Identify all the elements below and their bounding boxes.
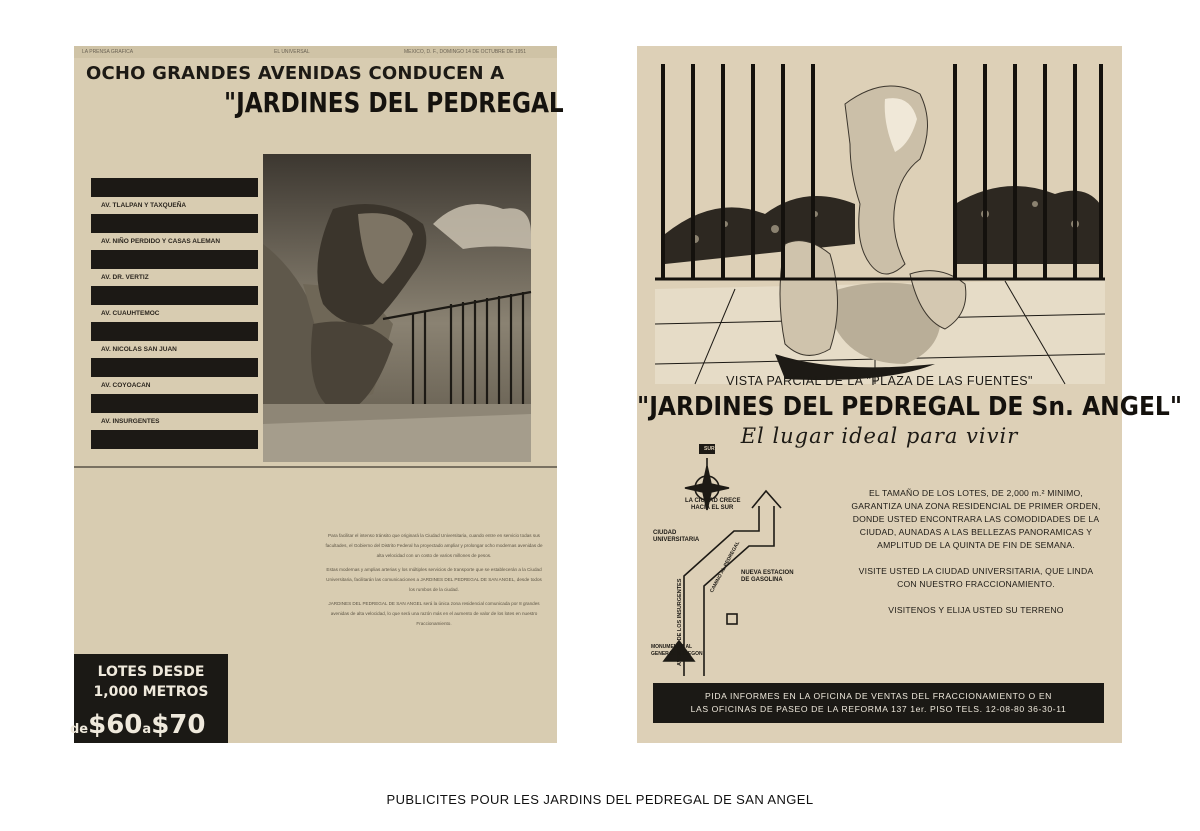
ad-tagline: El lugar ideal para vivir (740, 424, 1019, 448)
map-label-ciudad-crece: LA CIUDAD CRECE HACIA EL SUR (685, 498, 741, 511)
lots-line-2: 1,000 METROS (93, 684, 209, 700)
avenue-item: AV. CUAUHTEMOC (101, 310, 160, 317)
body-paragraph: Para facilitar el intenso tránsito que originará la Ciudad Universitaria, cuando entre en servicio todas sus facultades, el Gobierno del Distrito Federal ha proyectado ampliar y prolongar ocho modernas avenidas de alta velocidad con un costo de varios millones de pesos. (325, 533, 543, 558)
contact-footer (653, 683, 1104, 723)
info-paragraph: EL TAMAÑO DE LOS LOTES, DE 2,000 m.² MINIMO, GARANTIZA UNA ZONA RESIDENCIAL DE PRIMER ORDEN, DONDE USTED ENCONTRARA LAS COMODIDADES DE LA CIUDAD, AUNADAS A LAS BELLEZAS PANORAMICAS Y AMPLITUD DE LA QUINTA DE FIN DE SEMANA. (851, 488, 1101, 550)
map-label-monumento: MONUMENTO AL GENERAL OBREGON (651, 644, 703, 657)
masthead-title: EL UNIVERSAL (274, 49, 310, 55)
masthead-left: LA PRENSA GRAFICA (82, 49, 134, 55)
avenue-item: AV. NIÑO PERDIDO Y CASAS ALEMAN (101, 238, 221, 245)
divider (74, 466, 557, 468)
newspaper-masthead (74, 46, 557, 58)
footer-line-1: PIDA INFORMES EN LA OFICINA DE VENTAS DEL FRACCIONAMIENTO O EN (705, 691, 1052, 701)
lots-price-box (70, 654, 228, 743)
body-paragraph: JARDINES DEL PEDREGAL DE SAN ANGEL será la única zona residencial comunicada por 8 grandes avenidas de alta velocidad, lo que será una razón más en el aumento de valor de los lotes en nuestro Fraccionamiento. (328, 601, 540, 626)
ad-info-text (851, 487, 1101, 630)
page-caption: PUBLICITES POUR LES JARDINS DEL PEDREGAL DE SAN ANGEL (386, 792, 814, 807)
plaza-fountain-illustration (655, 64, 1105, 384)
illustration-caption: VISTA PARCIAL DE LA "PLAZA DE LAS FUENTES" (726, 374, 1033, 388)
right-advertisement (637, 46, 1183, 743)
avenue-item: AV. COYOACAN (101, 382, 151, 389)
sculpture-photo (263, 154, 531, 462)
map-label-sur: SUR (704, 446, 715, 452)
footer-line-2: LAS OFICINAS DE PASEO DE LA REFORMA 137 1er. PISO TELS. 12-08-80 36-30-11 (690, 704, 1067, 714)
headline-top: OCHO GRANDES AVENIDAS CONDUCEN A (86, 63, 505, 84)
avenue-item: AV. TLALPAN Y TAXQUEÑA (101, 202, 187, 209)
left-advertisement (70, 46, 564, 743)
ad-title: "JARDINES DEL PEDREGAL DE Sn. ANGEL" (637, 392, 1183, 422)
headline-main: "JARDINES DEL PEDREGAL (224, 86, 564, 119)
info-paragraph: VISITE USTED LA CIUDAD UNIVERSITARIA, QUE LINDA CON NUESTRO FRACCIONAMIENTO. (858, 566, 1094, 589)
masthead-date: MEXICO, D. F., DOMINGO 14 DE OCTUBRE DE 1951 (404, 49, 526, 55)
lots-line-1: LOTES DESDE (97, 664, 205, 680)
body-paragraph: Estas modernas y amplias arterias y los múltiples servicios de transporte que se establecerán a la Ciudad Universitaria, facilitarán las comunicaciones a JARDINES DEL PEDREGAL DE SAN ANGEL, desde todos los rumbos de la ciudad. (326, 567, 542, 592)
info-paragraph: VISITENOS Y ELIJA USTED SU TERRENO (888, 605, 1064, 615)
avenue-item: AV. INSURGENTES (101, 418, 160, 425)
avenue-item: AV. DR. VERTIZ (101, 274, 149, 281)
map-label-camino: CAMINO AL PEDREGAL (709, 540, 742, 594)
avenue-item: AV. NICOLAS SAN JUAN (101, 346, 177, 353)
ad-body-text (324, 531, 544, 633)
map-label-gasolina: NUEVA ESTACION DE GASOLINA (741, 570, 794, 583)
map-label-insurgentes: AVENIDA DE LOS INSURGENTES (677, 578, 683, 666)
map-label-ciudad-universitaria: CIUDAD UNIVERSITARIA (653, 530, 700, 543)
price-range: de$60a$70 (70, 710, 206, 740)
avenues-list (91, 178, 258, 449)
